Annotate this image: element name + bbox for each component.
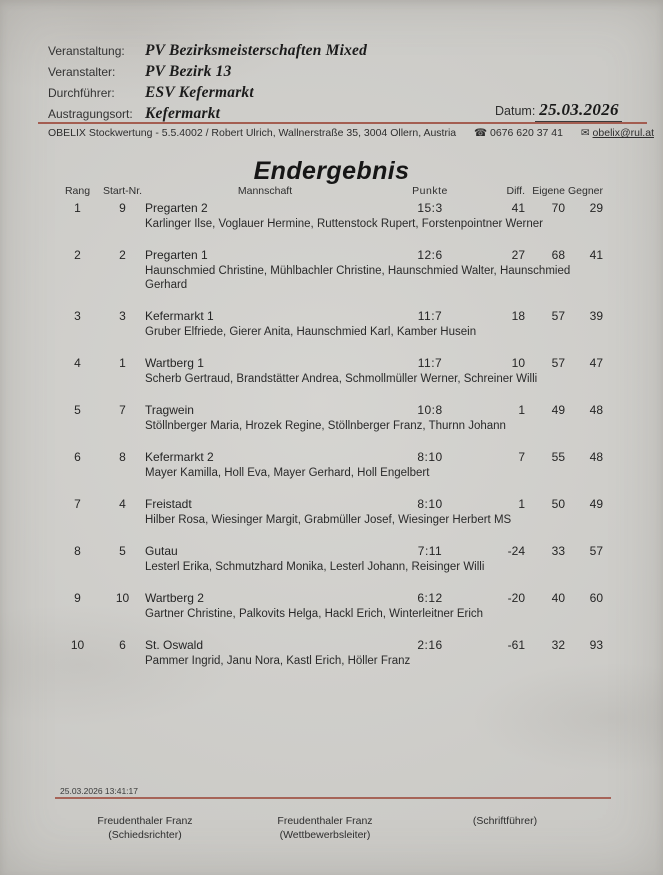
- opponent-stones-cell: 49: [589, 497, 603, 511]
- opponent-stones-cell: 41: [589, 248, 603, 262]
- team-name-cell: Wartberg 2: [145, 591, 204, 605]
- signature-role: (Schriftführer): [472, 815, 538, 827]
- field-label: Durchführer:: [48, 86, 115, 100]
- org-text: OBELIX Stockwertung - 5.5.4002 / Robert Ulrich, Wallnerstraße 35, 3004 Ollern, Austria: [48, 127, 457, 139]
- points-cell: 15:3: [417, 201, 443, 215]
- table-row: [55, 544, 603, 574]
- header-field-veranstaltung: [48, 42, 367, 63]
- print-timestamp: 25.03.2026 13:41:17: [60, 786, 138, 796]
- diff-cell: 7: [518, 450, 525, 464]
- signature-schiedsrichter: [97, 814, 192, 842]
- phone-icon: ☎: [473, 127, 488, 139]
- column-header-eigene: Eigene: [532, 185, 565, 197]
- opponent-stones-cell: 48: [589, 450, 603, 464]
- signature-name: Freudenthaler Franz: [97, 815, 193, 827]
- players-cell: Mayer Kamilla, Holl Eva, Mayer Gerhard, Holl Engelbert: [145, 467, 430, 479]
- start-number-cell: 8: [119, 450, 126, 464]
- rank-cell: 8: [74, 544, 81, 558]
- points-cell: 8:10: [417, 497, 443, 511]
- own-stones-cell: 49: [551, 403, 565, 417]
- diff-cell: 41: [511, 201, 525, 215]
- team-result-line: [55, 403, 603, 419]
- players-cell: Pammer Ingrid, Janu Nora, Kastl Erich, Höller Franz: [145, 655, 411, 667]
- email-address: obelix@rul.at: [592, 127, 654, 139]
- diff-cell: 10: [511, 356, 525, 370]
- own-stones-cell: 33: [551, 544, 565, 558]
- opponent-stones-cell: 39: [589, 309, 603, 323]
- field-value: PV Bezirksmeisterschaften Mixed: [145, 42, 368, 59]
- opponent-stones-cell: 93: [589, 638, 603, 652]
- team-result-line: [55, 450, 603, 466]
- signature-wettbewerbsleiter: [277, 814, 372, 842]
- opponent-stones-cell: 57: [589, 544, 603, 558]
- team-name-cell: St. Oswald: [145, 638, 204, 652]
- start-number-cell: 1: [119, 356, 126, 370]
- opponent-stones-cell: 48: [589, 403, 603, 417]
- column-header-rang: Rang: [64, 185, 91, 197]
- team-name-cell: Tragwein: [145, 403, 194, 417]
- team-result-line: [55, 638, 603, 654]
- column-header-gegner: Gegner: [567, 185, 603, 197]
- diff-cell: 1: [518, 403, 525, 417]
- opponent-stones-cell: 60: [589, 591, 603, 605]
- players-cell: Hilber Rosa, Wiesinger Margit, Grabmüller Josef, Wiesinger Herbert MS: [145, 514, 512, 526]
- players-cell: Gartner Christine, Palkovits Helga, Hackl Erich, Winterleitner Erich: [145, 608, 484, 620]
- header-field-veranstalter: [48, 63, 367, 84]
- rank-cell: 5: [74, 403, 81, 417]
- rank-cell: 6: [74, 450, 81, 464]
- rank-cell: 2: [74, 248, 81, 262]
- phone-number: 0676 620 37 41: [489, 127, 563, 139]
- team-result-line: [55, 248, 603, 264]
- team-result-line: [55, 497, 603, 513]
- phone-block: [474, 127, 563, 139]
- diff-cell: 18: [511, 309, 525, 323]
- players-cell: Haunschmied Christine, Mühlbachler Christine, Haunschmied Walter, Haunschmied Gerhard: [145, 265, 571, 291]
- envelope-icon: ✉: [580, 127, 590, 139]
- field-label: Veranstalter:: [48, 65, 116, 79]
- points-cell: 7:11: [417, 544, 443, 558]
- rank-cell: 4: [74, 356, 81, 370]
- diff-cell: 1: [518, 497, 525, 511]
- field-label: Veranstaltung:: [48, 44, 125, 58]
- own-stones-cell: 32: [551, 638, 565, 652]
- diff-cell: -20: [507, 591, 525, 605]
- team-name-cell: Pregarten 1: [145, 248, 208, 262]
- table-row: [55, 497, 603, 527]
- start-number-cell: 6: [119, 638, 126, 652]
- document-header: [48, 42, 367, 126]
- column-header-mannschaft: Mannschaft: [237, 185, 293, 197]
- field-value: Kefermarkt: [145, 105, 221, 122]
- opponent-stones-cell: 29: [589, 201, 603, 215]
- own-stones-cell: 55: [551, 450, 565, 464]
- date-value: 25.03.2026: [535, 100, 622, 122]
- table-row: [55, 356, 603, 386]
- rank-cell: 1: [74, 201, 81, 215]
- date-label: Datum:: [495, 104, 536, 118]
- start-number-cell: 7: [119, 403, 126, 417]
- table-row: [55, 201, 603, 231]
- column-header-punkte: Punkte: [412, 185, 448, 197]
- own-stones-cell: 50: [551, 497, 565, 511]
- points-cell: 2:16: [417, 638, 443, 652]
- opponent-stones-cell: 47: [589, 356, 603, 370]
- start-number-cell: 9: [119, 201, 126, 215]
- points-cell: 11:7: [417, 309, 443, 323]
- team-name-cell: Kefermarkt 1: [145, 309, 214, 323]
- table-row: [55, 248, 603, 292]
- rank-cell: 7: [74, 497, 81, 511]
- rank-cell: 9: [74, 591, 81, 605]
- start-number-cell: 3: [119, 309, 126, 323]
- points-cell: 6:12: [417, 591, 443, 605]
- table-row: [55, 591, 603, 621]
- header-field-durchfuehrer: [48, 84, 367, 105]
- team-name-cell: Kefermarkt 2: [145, 450, 214, 464]
- own-stones-cell: 57: [551, 309, 565, 323]
- footer-rule: [55, 797, 611, 799]
- signature-name: Freudenthaler Franz: [277, 815, 373, 827]
- table-row: [55, 450, 603, 480]
- email-block: [581, 127, 654, 139]
- team-name-cell: Pregarten 2: [145, 201, 208, 215]
- team-name-cell: Freistadt: [145, 497, 192, 511]
- team-result-line: [55, 591, 603, 607]
- table-row: [55, 309, 603, 339]
- start-number-cell: 10: [115, 591, 130, 605]
- start-number-cell: 4: [119, 497, 126, 511]
- team-name-cell: Gutau: [145, 544, 178, 558]
- points-cell: 12:6: [417, 248, 443, 262]
- players-cell: Stöllnberger Maria, Hrozek Regine, Stöllnberger Franz, Thurnn Johann: [145, 420, 506, 432]
- start-number-cell: 5: [119, 544, 126, 558]
- own-stones-cell: 70: [551, 201, 565, 215]
- points-cell: 11:7: [417, 356, 443, 370]
- column-header-diff: Diff.: [506, 185, 525, 197]
- own-stones-cell: 68: [551, 248, 565, 262]
- diff-cell: -61: [507, 638, 525, 652]
- table-row: [55, 638, 603, 668]
- page-title: Endergebnis: [253, 157, 410, 185]
- points-cell: 10:8: [417, 403, 443, 417]
- signature-role: (Schiedsrichter): [108, 829, 182, 841]
- players-cell: Gruber Elfriede, Gierer Anita, Haunschmied Karl, Kamber Husein: [145, 326, 477, 338]
- signature-schriftfuehrer: [473, 814, 537, 828]
- rank-cell: 3: [74, 309, 81, 323]
- players-cell: Scherb Gertraud, Brandstätter Andrea, Schmollmüller Werner, Schreiner Willi: [145, 373, 538, 385]
- field-label: Austragungsort:: [48, 107, 133, 121]
- header-rule: [38, 122, 647, 124]
- column-header-start-nr: Start-Nr.: [102, 185, 143, 197]
- results-table: [55, 201, 603, 685]
- table-row: [55, 403, 603, 433]
- own-stones-cell: 57: [551, 356, 565, 370]
- team-result-line: [55, 544, 603, 560]
- diff-cell: 27: [511, 248, 525, 262]
- team-result-line: [55, 356, 603, 372]
- players-cell: Karlinger Ilse, Voglauer Hermine, Ruttenstock Rupert, Forstenpointner Werner: [145, 218, 544, 230]
- points-cell: 8:10: [417, 450, 443, 464]
- field-value: ESV Kefermarkt: [145, 84, 254, 101]
- own-stones-cell: 40: [551, 591, 565, 605]
- diff-cell: -24: [507, 544, 525, 558]
- team-name-cell: Wartberg 1: [145, 356, 204, 370]
- org-contact-line: [48, 127, 654, 139]
- team-result-line: [55, 201, 603, 217]
- signature-role: (Wettbewerbsleiter): [279, 829, 371, 841]
- field-value: PV Bezirk 13: [145, 63, 232, 80]
- date-field: [495, 100, 622, 122]
- rank-cell: 10: [70, 638, 85, 652]
- team-result-line: [55, 309, 603, 325]
- players-cell: Lesterl Erika, Schmutzhard Monika, Lesterl Johann, Reisinger Willi: [145, 561, 485, 573]
- start-number-cell: 2: [119, 248, 126, 262]
- table-header: [55, 185, 603, 197]
